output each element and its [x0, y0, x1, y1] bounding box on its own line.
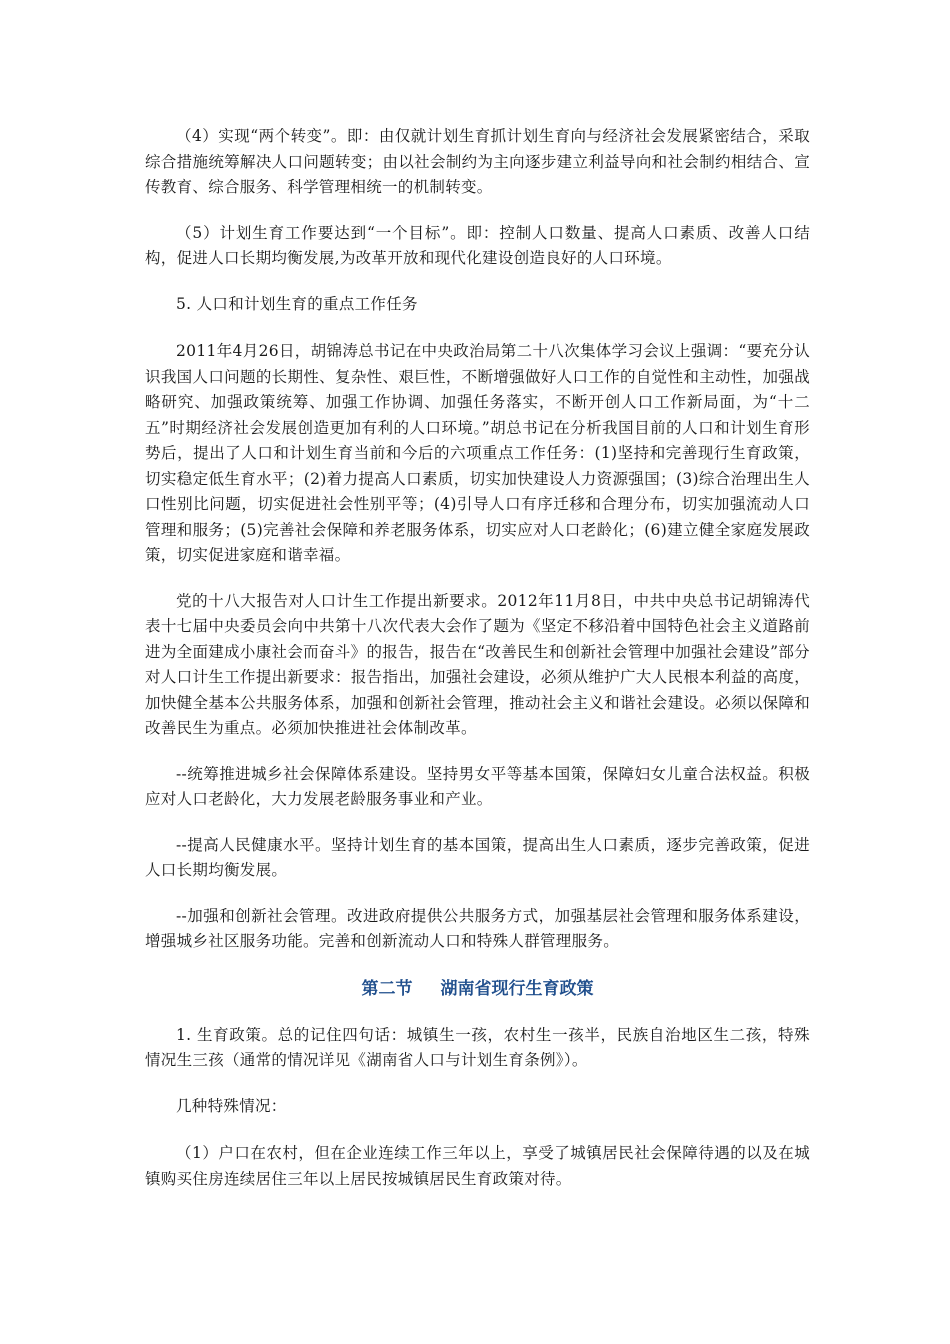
paragraph-special-case-1: （1）户口在农村，但在企业连续工作三年以上，享受了城镇居民社会保障待遇的以及在城镇购买住房连续居住三年以上居民按城镇居民生育政策对待。	[145, 1144, 810, 1188]
paragraph-one-goal: （5）计划生育工作要达到“一个目标”。即：控制人口数量、提高人口素质、改善人口结构，促进人口长期均衡发展,为改革开放和现代化建设创造良好的人口环境。	[145, 223, 810, 267]
paragraph-special-cases-label: 几种特殊情况：	[176, 1096, 287, 1115]
section-number: 第二节	[361, 978, 413, 999]
paragraph-social-security: --统筹推进城乡社会保障体系建设。坚持男女平等基本国策，保障妇女儿童合法权益。积极应对人口老龄化，大力发展老龄服务事业和产业。	[145, 764, 810, 808]
paragraph-hu-jintao-2011: 2011年4月26日，胡锦涛总书记在中央政治局第二十八次集体学习会议上强调：“要充分认识我国人口问题的长期性、复杂性、艰巨性，不断增强做好人口工作的自觉性和主动性，加强战略研究、加强政策统筹、加强工作协调、加强任务落实，不断开创人口工作新局面，为“十二五”时期经济社会发展创造更加有利的人口环境。”胡总书记在分析我国目前的人口和计划生育形势后，提出了人口和计划生育当前和今后的六项重点工作任务：(1)坚持和完善现行生育政策，切实稳定低生育水平；(2)着力提高人口素质，切实加快建设人力资源强国；(3)综合治理出生人口性别比问题，切实促进社会性别平等；(4)引导人口有序迁移和合理分布，切实加强流动人口管理和服务；(5)完善社会保障和养老服务体系，切实应对人口老龄化；(6)建立健全家庭发展政策，切实促进家庭和谐幸福。	[145, 342, 810, 564]
paragraph-health: --提高人民健康水平。坚持计划生育的基本国策，提高出生人口素质，逐步完善政策，促进人口长期均衡发展。	[145, 835, 810, 879]
paragraph-two-transformations: （4）实现“两个转变”。即：由仅就计划生育抓计划生育向与经济社会发展紧密结合，采取综合措施统筹解决人口问题转变；由以社会制约为主向逐步建立利益导向和社会制约相结合、宣传教育、综合服务、科学管理相统一的机制转变。	[145, 127, 810, 196]
paragraph-birth-policy: 1. 生育政策。总的记住四句话：城镇生一孩，农村生一孩半，民族自治地区生二孩，特殊情况生三孩（通常的情况详见《湖南省人口与计划生育条例》）。	[145, 1025, 810, 1069]
paragraph-18th-congress: 党的十八大报告对人口计生工作提出新要求。2012年11月8日，中共中央总书记胡锦涛代表十七届中央委员会向中共第十八次代表大会作了题为《坚定不移沿着中国特色社会主义道路前进为全面建成小康社会而奋斗》的报告，报告在“改善民生和创新社会管理中加强社会建设”部分对人口计生工作提出新要求：报告指出，加强社会建设，必须从维护广大人民根本利益的高度，加快健全基本公共服务体系，加强和创新社会管理，推动社会主义和谐社会建设。必须以保障和改善民生为重点。必须加快推进社会体制改革。	[145, 591, 810, 737]
document-page	[145, 124, 810, 1212]
paragraph-social-management: --加强和创新社会管理。改进政府提供公共服务方式，加强基层社会管理和服务体系建设，增强城乡社区服务功能。完善和创新流动人口和特殊人群管理服务。	[145, 906, 810, 950]
section-title: 湖南省现行生育政策	[440, 978, 594, 999]
paragraph-key-tasks-heading: 5. 人口和计划生育的重点工作任务	[176, 294, 418, 313]
section-heading	[145, 975, 810, 1003]
